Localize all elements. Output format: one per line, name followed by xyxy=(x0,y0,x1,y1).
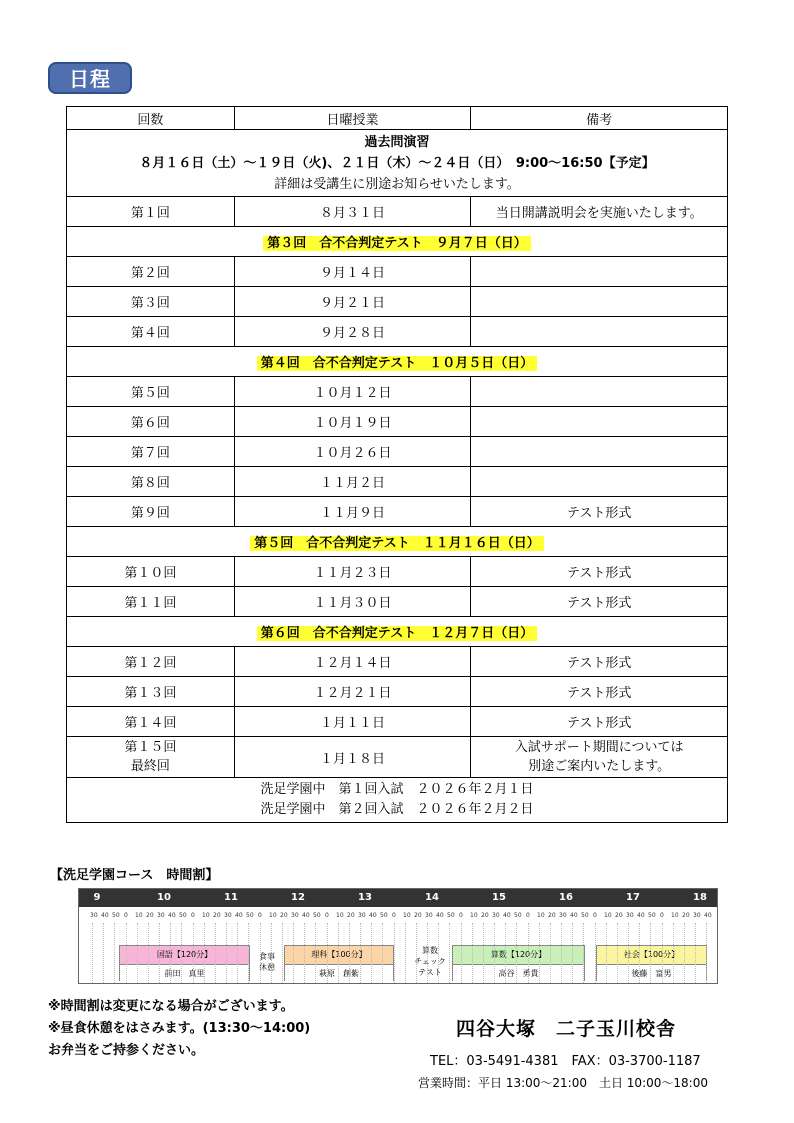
row-remarks xyxy=(471,287,728,317)
row-count: 第１２回 xyxy=(67,647,235,677)
block-teacher: 萩原 創紫 xyxy=(285,965,393,982)
row-date: １０月２６日 xyxy=(234,437,471,467)
row-date: １１月３０日 xyxy=(234,587,471,617)
timetable-grid-line xyxy=(639,923,640,983)
timetable-grid-line xyxy=(315,923,316,983)
exam-2: 洗足学園中 第２回入試 ２０２６年２月２日 xyxy=(260,802,534,817)
timetable-grid-line xyxy=(561,923,562,983)
timetable-minute-label: 50 xyxy=(447,912,455,919)
timetable-grid-line xyxy=(628,923,629,983)
test-row xyxy=(67,617,728,647)
timetable-grid-line xyxy=(595,923,596,983)
timetable-minute-label: 50 xyxy=(313,912,321,919)
timetable-grid-line xyxy=(461,923,462,983)
timetable-minute-label: 50 xyxy=(581,912,589,919)
table-row xyxy=(67,317,728,347)
timetable-grid-line xyxy=(193,923,194,983)
timetable-grid-line xyxy=(695,923,696,983)
timetable-minute-label: 50 xyxy=(112,912,120,919)
timetable-grid-line xyxy=(204,923,205,983)
table-row xyxy=(67,497,728,527)
table-row xyxy=(67,467,728,497)
block-subject: 国語【120分】 xyxy=(120,946,249,965)
row-count: 第６回 xyxy=(67,407,235,437)
note-3: お弁当をご持参ください。 xyxy=(48,1043,205,1058)
timetable-grid-line xyxy=(394,923,395,983)
timetable-hours xyxy=(79,889,717,907)
timetable-minute-label: 10 xyxy=(202,912,210,919)
row-date: １１月９日 xyxy=(234,497,471,527)
timetable-minute-label: 10 xyxy=(671,912,679,919)
timetable-grid-line xyxy=(427,923,428,983)
row-remarks: 当日開講説明会を実施いたします。 xyxy=(471,197,728,227)
block-subject: 理科【100分】 xyxy=(285,946,393,965)
timetable-grid-line xyxy=(114,923,115,983)
timetable-grid-line xyxy=(449,923,450,983)
row-remarks: テスト形式 xyxy=(471,497,728,527)
row-date: ９月２１日 xyxy=(234,287,471,317)
timetable-grid-line xyxy=(237,923,238,983)
final-row xyxy=(67,737,728,778)
timetable-minute-label: 10 xyxy=(135,912,143,919)
timetable-grid-line xyxy=(159,923,160,983)
timetable-hour-label: 14 xyxy=(425,892,439,903)
meal-line-2: 休憩 xyxy=(259,963,275,972)
timetable-minute-label: 30 xyxy=(693,912,701,919)
row-date: ９月２８日 xyxy=(234,317,471,347)
timetable-grid-line xyxy=(438,923,439,983)
timetable-hour-label: 13 xyxy=(358,892,372,903)
meal-line-1: 食事 xyxy=(259,952,275,961)
header-remarks: 備考 xyxy=(471,107,728,130)
timetable-minute-label: 0 xyxy=(124,912,128,919)
intro-title: 過去問演習 xyxy=(364,134,430,150)
row-date: １０月１２日 xyxy=(234,377,471,407)
test-label: 第３回 合不合判定テスト ９月７日（日） xyxy=(263,236,530,251)
contact-info: TEL：03-5491-4381 FAX：03-3700-1187 xyxy=(430,1054,701,1069)
timetable-minute-label: 30 xyxy=(157,912,165,919)
timetable-minute-label: 20 xyxy=(682,912,690,919)
row-count: 第７回 xyxy=(67,437,235,467)
office-hours: 営業時間：平日 13:00～21:00 土日 10:00～18:00 xyxy=(418,1076,708,1090)
row-remarks: テスト形式 xyxy=(471,677,728,707)
row-date: １１月２３日 xyxy=(234,557,471,587)
table-row xyxy=(67,557,728,587)
row-remarks: テスト形式 xyxy=(471,647,728,677)
row-remarks xyxy=(471,257,728,287)
school-name: 四谷大塚 二子玉川校舎 xyxy=(456,1018,677,1040)
timetable-minute-label: 50 xyxy=(179,912,187,919)
test-row xyxy=(67,527,728,557)
timetable-minute-label: 20 xyxy=(347,912,355,919)
row-date: １２月１４日 xyxy=(234,647,471,677)
timetable-grid-line xyxy=(684,923,685,983)
row-remarks xyxy=(471,377,728,407)
intro-dates: ８月１６日（土）～１９日（火)、２１日（木）～２４日（日） 9:00～16:50【予定】 xyxy=(139,155,655,171)
timetable-grid-line xyxy=(706,923,707,983)
table-row xyxy=(67,197,728,227)
intro-note: 詳細は受講生に別途お知らせいたします。 xyxy=(274,176,520,192)
timetable-minute-label: 40 xyxy=(168,912,176,919)
timetable-minute-label: 10 xyxy=(604,912,612,919)
timetable-minute-label: 50 xyxy=(246,912,254,919)
table-header-row xyxy=(67,107,728,130)
final-date: １月１８日 xyxy=(234,737,471,778)
timetable-minute-label: 30 xyxy=(492,912,500,919)
timetable-minute-label: 30 xyxy=(291,912,299,919)
timetable-minute-label: 40 xyxy=(369,912,377,919)
timetable-minute-label: 10 xyxy=(470,912,478,919)
timetable-minute-label: 50 xyxy=(514,912,522,919)
timetable-grid-line xyxy=(148,923,149,983)
row-date: ８月３１日 xyxy=(234,197,471,227)
timetable-minute-label: 40 xyxy=(436,912,444,919)
final-label: 最終回 xyxy=(130,759,170,774)
timetable-minute-label: 40 xyxy=(704,912,712,919)
timetable-hour-label: 15 xyxy=(492,892,506,903)
block-subject: 算数【120分】 xyxy=(453,946,584,965)
timetable-grid-line xyxy=(382,923,383,983)
timetable-hour-label: 18 xyxy=(693,892,707,903)
timetable-minute-label: 10 xyxy=(537,912,545,919)
row-count: 第３回 xyxy=(67,287,235,317)
row-count: 第１回 xyxy=(67,197,235,227)
row-count: 第１４回 xyxy=(67,707,235,737)
timetable-grid-line xyxy=(126,923,127,983)
timetable-minute-label: 0 xyxy=(191,912,195,919)
timetable-minute-label: 40 xyxy=(637,912,645,919)
timetable-grid-line xyxy=(416,923,417,983)
timetable-minute-label: 20 xyxy=(414,912,422,919)
row-date: １月１１日 xyxy=(234,707,471,737)
timetable-minute-label: 50 xyxy=(648,912,656,919)
table-row xyxy=(67,647,728,677)
timetable-minute-label: 10 xyxy=(269,912,277,919)
timetable-minute-label: 30 xyxy=(224,912,232,919)
timetable-hour-label: 17 xyxy=(626,892,640,903)
row-count: 第８回 xyxy=(67,467,235,497)
row-date: １１月２日 xyxy=(234,467,471,497)
table-row xyxy=(67,377,728,407)
row-count: 第１０回 xyxy=(67,557,235,587)
test-label: 第６回 合不合判定テスト １２月７日（日） xyxy=(257,626,537,641)
check-line-1: 算数 xyxy=(422,946,438,955)
timetable-grid-line xyxy=(550,923,551,983)
intro-row xyxy=(67,130,728,197)
timetable-grid-line xyxy=(650,923,651,983)
test-label: 第５回 合不合判定テスト １１月１６日（日） xyxy=(250,536,543,551)
timetable-hour-label: 10 xyxy=(157,892,171,903)
notes xyxy=(48,996,310,1062)
timetable-minute-label: 0 xyxy=(325,912,329,919)
row-remarks xyxy=(471,317,728,347)
final-remark-2: 別途ご案内いたします。 xyxy=(528,759,671,774)
block-teacher: 後藤 富男 xyxy=(597,965,706,982)
timetable-grid-line xyxy=(260,923,261,983)
timetable-grid-line xyxy=(349,923,350,983)
timetable-grid-line xyxy=(271,923,272,983)
timetable-minute-label: 20 xyxy=(280,912,288,919)
table-row xyxy=(67,707,728,737)
timetable-hour-label: 12 xyxy=(291,892,305,903)
block-science xyxy=(284,945,394,981)
section-badge: 日程 xyxy=(48,62,132,94)
row-remarks: テスト形式 xyxy=(471,557,728,587)
row-date: ９月１４日 xyxy=(234,257,471,287)
timetable-minute-label: 10 xyxy=(403,912,411,919)
row-remarks xyxy=(471,467,728,497)
timetable-grid-line xyxy=(327,923,328,983)
table-row xyxy=(67,587,728,617)
timetable-minute-label: 30 xyxy=(559,912,567,919)
timetable-grid-line xyxy=(137,923,138,983)
final-remark-1: 入試サポート期間については xyxy=(514,740,684,755)
timetable-minute-label: 50 xyxy=(380,912,388,919)
meal-break xyxy=(255,945,279,987)
timetable-minute-label: 0 xyxy=(258,912,262,919)
timetable-grid-line xyxy=(505,923,506,983)
timetable-grid-line xyxy=(539,923,540,983)
check-line-3: テスト xyxy=(418,968,442,977)
timetable-grid-line xyxy=(528,923,529,983)
block-japanese xyxy=(119,945,250,981)
timetable-grid-line xyxy=(483,923,484,983)
timetable-minute-label: 30 xyxy=(425,912,433,919)
row-remarks xyxy=(471,437,728,467)
timetable-minute-label: 30 xyxy=(358,912,366,919)
timetable-grid-line xyxy=(248,923,249,983)
timetable-grid-line xyxy=(617,923,618,983)
row-remarks: テスト形式 xyxy=(471,587,728,617)
timetable-grid-line xyxy=(572,923,573,983)
row-remarks: テスト形式 xyxy=(471,707,728,737)
table-row xyxy=(67,437,728,467)
timetable-minutes xyxy=(79,909,717,923)
timetable-grid-line xyxy=(293,923,294,983)
timetable-minute-label: 0 xyxy=(459,912,463,919)
timetable-grid-line xyxy=(371,923,372,983)
timetable-minute-label: 0 xyxy=(526,912,530,919)
header-count: 回数 xyxy=(67,107,235,130)
row-count: 第２回 xyxy=(67,257,235,287)
timetable-grid-line xyxy=(226,923,227,983)
timetable-grid-line xyxy=(606,923,607,983)
timetable-grid-line xyxy=(360,923,361,983)
table-row xyxy=(67,407,728,437)
timetable-minute-label: 40 xyxy=(235,912,243,919)
timetable-title: 【洗足学園コース 時間割】 xyxy=(50,868,219,883)
block-teacher: 高谷 勇貴 xyxy=(453,965,584,982)
row-count: 第５回 xyxy=(67,377,235,407)
timetable-minute-label: 20 xyxy=(481,912,489,919)
final-count: 第１５回 xyxy=(124,740,177,755)
timetable-grid-line xyxy=(215,923,216,983)
row-date: １０月１９日 xyxy=(234,407,471,437)
timetable-minute-label: 20 xyxy=(615,912,623,919)
block-teacher: 前田 真里 xyxy=(120,965,249,982)
timetable-minute-label: 0 xyxy=(660,912,664,919)
table-row xyxy=(67,287,728,317)
timetable-grid-line xyxy=(494,923,495,983)
timetable xyxy=(78,888,718,984)
note-2: ※昼食休憩をはさみます。(13:30～14:00) xyxy=(48,1021,311,1036)
timetable-grid-line xyxy=(181,923,182,983)
timetable-grid-line xyxy=(516,923,517,983)
table-row xyxy=(67,677,728,707)
timetable-grid-line xyxy=(405,923,406,983)
row-remarks xyxy=(471,407,728,437)
block-social xyxy=(596,945,707,981)
timetable-hour-label: 11 xyxy=(224,892,238,903)
timetable-minute-label: 0 xyxy=(392,912,396,919)
check-line-2: チェック xyxy=(414,957,446,966)
timetable-grid-line xyxy=(170,923,171,983)
test-row xyxy=(67,347,728,377)
test-row xyxy=(67,227,728,257)
timetable-grid-line xyxy=(304,923,305,983)
timetable-minute-label: 20 xyxy=(146,912,154,919)
table-row xyxy=(67,257,728,287)
timetable-minute-label: 30 xyxy=(90,912,98,919)
timetable-minute-label: 40 xyxy=(302,912,310,919)
timetable-grid-line xyxy=(92,923,93,983)
note-1: ※時間割は変更になる場合がございます。 xyxy=(48,999,294,1014)
timetable-grid-line xyxy=(583,923,584,983)
timetable-grid-line xyxy=(103,923,104,983)
timetable-minute-label: 20 xyxy=(548,912,556,919)
exam-1: 洗足学園中 第１回入試 ２０２６年２月１日 xyxy=(260,782,534,797)
timetable-grid-line xyxy=(673,923,674,983)
timetable-minute-label: 20 xyxy=(213,912,221,919)
row-count: 第１３回 xyxy=(67,677,235,707)
timetable-grid-line xyxy=(662,923,663,983)
timetable-hour-label: 9 xyxy=(93,892,101,903)
exam-row xyxy=(67,778,728,823)
timetable-minute-label: 40 xyxy=(101,912,109,919)
row-date: １２月２１日 xyxy=(234,677,471,707)
row-count: 第９回 xyxy=(67,497,235,527)
schedule-table xyxy=(66,106,728,823)
timetable-grid-line xyxy=(338,923,339,983)
test-label: 第４回 合不合判定テスト １０月５日（日） xyxy=(257,356,537,371)
timetable-minute-label: 40 xyxy=(570,912,578,919)
timetable-minute-label: 30 xyxy=(626,912,634,919)
timetable-hour-label: 16 xyxy=(559,892,573,903)
timetable-minute-label: 40 xyxy=(503,912,511,919)
row-count: 第４回 xyxy=(67,317,235,347)
timetable-minute-label: 10 xyxy=(336,912,344,919)
header-date: 日曜授業 xyxy=(234,107,471,130)
timetable-grid-line xyxy=(472,923,473,983)
row-count: 第１１回 xyxy=(67,587,235,617)
timetable-grid-line xyxy=(282,923,283,983)
block-subject: 社会【100分】 xyxy=(597,946,706,965)
timetable-minute-label: 0 xyxy=(593,912,597,919)
